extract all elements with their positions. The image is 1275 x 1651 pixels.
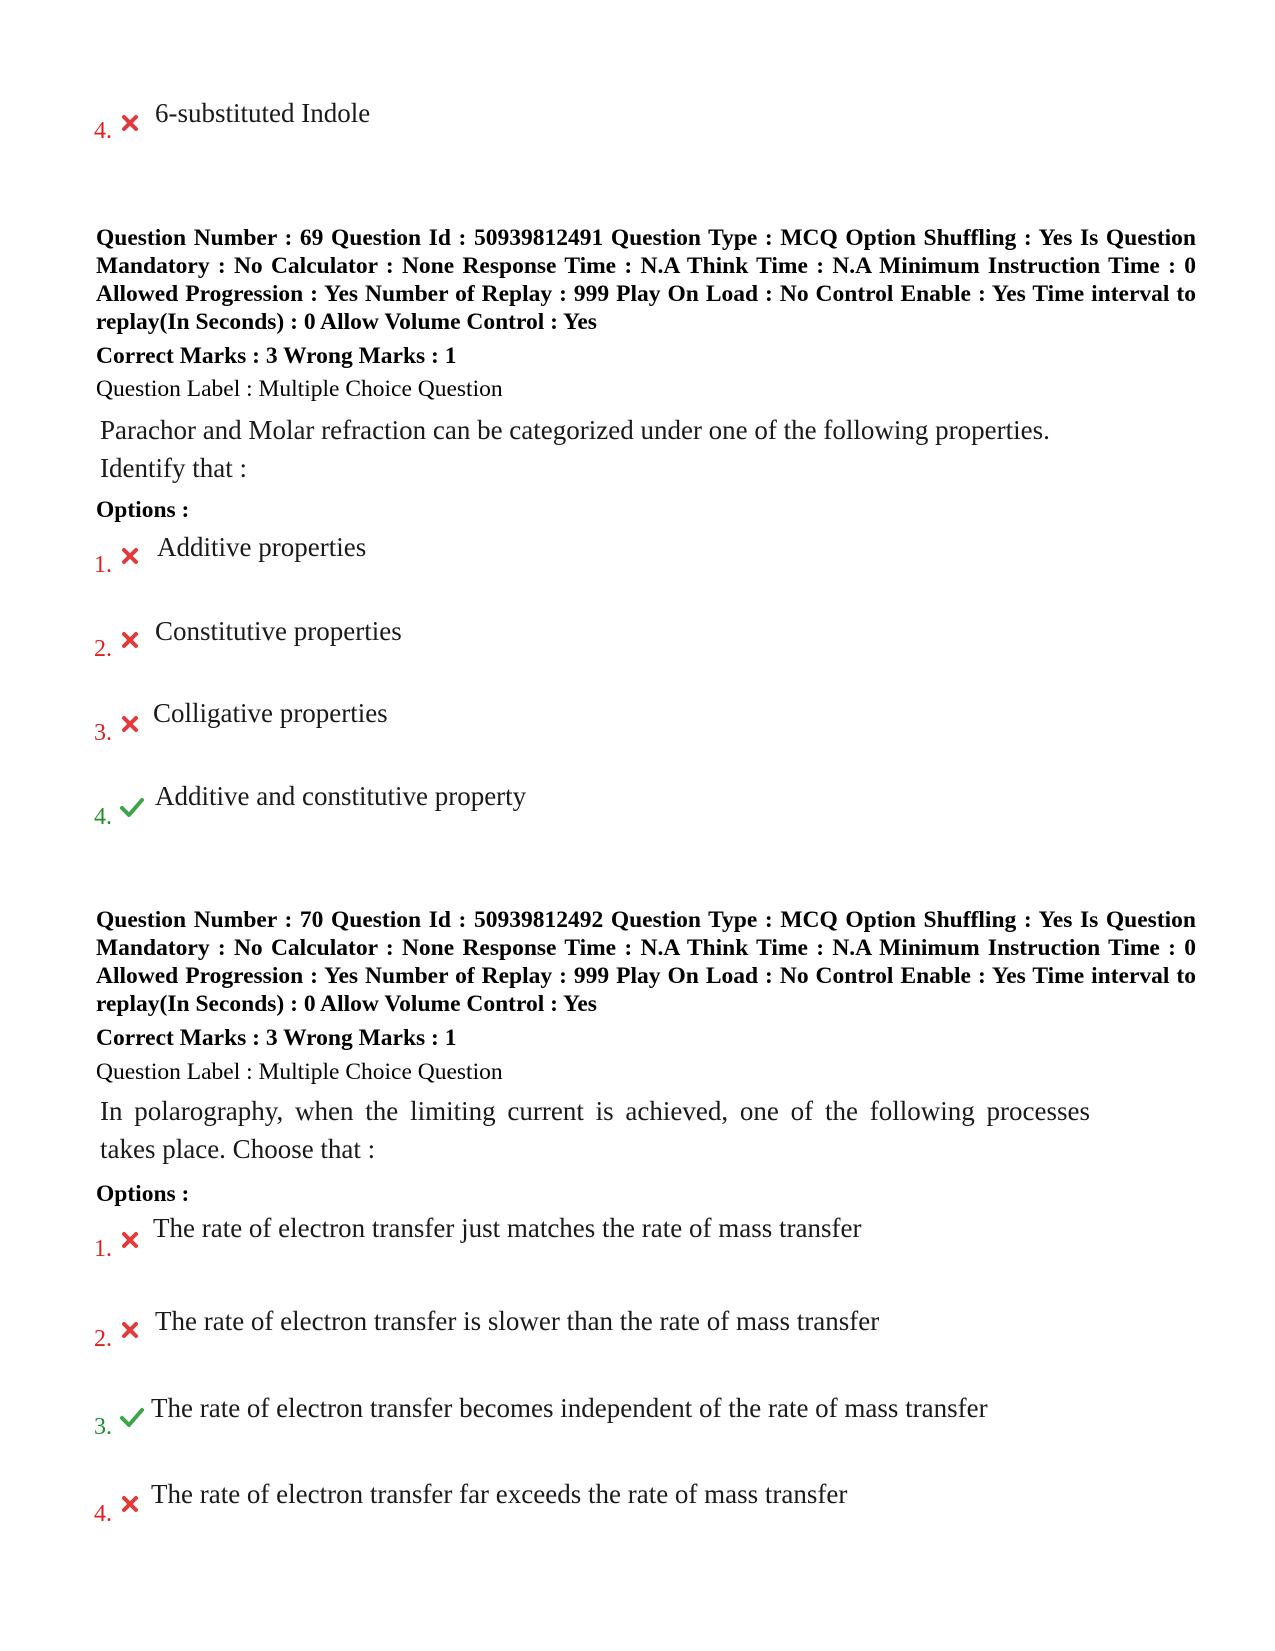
option-text: 6-substituted Indole	[155, 98, 371, 128]
check-icon	[120, 1406, 144, 1428]
question-meta: Question Number : 70 Question Id : 50939812492 Question Type : MCQ Option Shuffling : Yes Is Question Mandatory : No Calculator : None Response Time : N.A Think Time : N.A Minimum Instruction Time : 0 Allowed Progression : Yes Number of Replay : 999 Play On Load : No Control Enable : Yes Time interval to replay(In Seconds) : 0 Allow Volume Control : Yes	[96, 907, 1196, 1017]
cross-icon	[120, 1494, 140, 1514]
marks-line: Correct Marks : 3 Wrong Marks : 1	[96, 1025, 457, 1051]
cross-icon	[120, 546, 140, 566]
option-text: The rate of electron transfer just matches the rate of mass transfer	[153, 1213, 862, 1243]
question-stem: Parachor and Molar refraction can be categorized under one of the following properties. Identify that :	[100, 415, 1050, 483]
option-number: 1.	[94, 1236, 112, 1262]
option-number: 3.	[94, 1414, 112, 1440]
question-stem: In polarography, when the limiting current is achieved, one of the following processes takes place. Choose that :	[100, 1096, 1090, 1164]
cross-icon	[120, 630, 140, 650]
option-number: 4.	[94, 1501, 112, 1527]
option-number: 3.	[94, 720, 112, 746]
option-number: 4.	[94, 118, 112, 144]
option-text: Colligative properties	[153, 698, 388, 728]
cross-icon	[120, 1320, 140, 1340]
question-label: Question Label : Multiple Choice Question	[96, 1059, 503, 1085]
question-label: Question Label : Multiple Choice Question	[96, 376, 503, 402]
options-label: Options :	[96, 1181, 190, 1207]
marks-line: Correct Marks : 3 Wrong Marks : 1	[96, 343, 457, 369]
option-text: The rate of electron transfer is slower than the rate of mass transfer	[155, 1306, 880, 1336]
option-text: Constitutive properties	[155, 616, 402, 646]
question-meta: Question Number : 69 Question Id : 50939812491 Question Type : MCQ Option Shuffling : Yes Is Question Mandatory : No Calculator : None Response Time : N.A Think Time : N.A Minimum Instruction Time : 0 Allowed Progression : Yes Number of Replay : 999 Play On Load : No Control Enable : Yes Time interval to replay(In Seconds) : 0 Allow Volume Control : Yes	[96, 225, 1196, 335]
option-text: Additive and constitutive property	[155, 781, 527, 811]
check-icon	[120, 796, 144, 818]
option-number: 2.	[94, 636, 112, 662]
option-text: The rate of electron transfer becomes independent of the rate of mass transfer	[151, 1393, 988, 1423]
option-number: 2.	[94, 1326, 112, 1352]
options-label: Options :	[96, 497, 190, 523]
cross-icon	[120, 113, 140, 133]
option-number: 4.	[94, 804, 112, 830]
option-number: 1.	[94, 552, 112, 578]
cross-icon	[120, 714, 140, 734]
cross-icon	[120, 1230, 140, 1250]
option-text: The rate of electron transfer far exceeds the rate of mass transfer	[151, 1479, 848, 1509]
option-text: Additive properties	[157, 532, 367, 562]
